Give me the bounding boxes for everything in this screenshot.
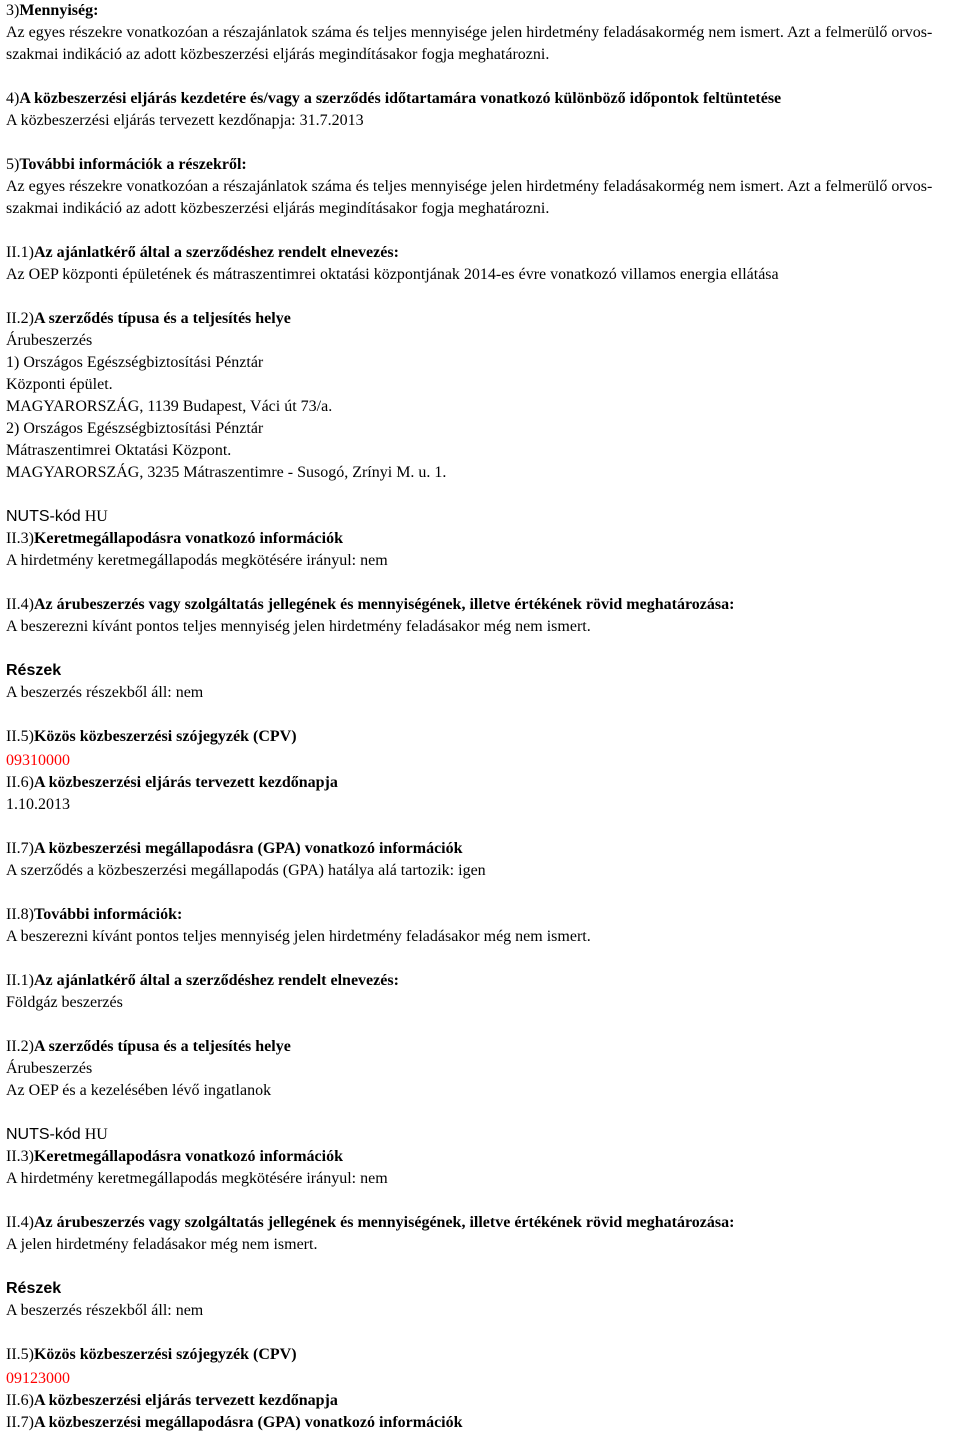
section-heading <box>6 1412 956 1434</box>
p1-gpa <box>6 838 956 882</box>
section-number: II.2) <box>6 310 34 327</box>
place-line: MAGYARORSZÁG, 3235 Mátraszentimre - Susogó, Zrínyi M. u. 1. <box>6 464 447 481</box>
section-title: Mennyiség: <box>19 2 99 19</box>
p1-lots <box>6 660 956 704</box>
section-text: Az egyes részekre vonatkozóan a részajánlatok száma és teljes mennyisége jelen hirdetmény feladásakormég nem ismert. Azt a felmerülő orvos-szakmai indikáció az adott közbeszerzési eljárás megindításakor fogja meghatározni. <box>6 24 933 63</box>
lots-text: A beszerzés részekből áll: nem <box>6 1302 204 1319</box>
section-number: II.3) <box>6 530 34 547</box>
section-quantity <box>6 0 956 66</box>
section-number: 4) <box>6 90 20 107</box>
section-number: II.4) <box>6 1214 34 1231</box>
section-number: II.5) <box>6 728 34 745</box>
p2-lots <box>6 1278 956 1322</box>
section-number: II.6) <box>6 1392 34 1409</box>
place-line: 2) Országos Egészségbiztosítási Pénztár <box>6 420 264 437</box>
section-heading <box>6 594 956 616</box>
section-heading <box>6 154 956 176</box>
section-number: II.7) <box>6 840 34 857</box>
section-title: Az árubeszerzés vagy szolgáltatás jellegének és mennyiségének, illetve értékének rövid meghatározása: <box>33 1214 735 1231</box>
section-heading <box>6 1146 956 1168</box>
section-title: A szerződés típusa és a teljesítés helye <box>33 310 291 327</box>
section-heading <box>6 838 956 860</box>
section-heading <box>6 772 956 794</box>
section-heading <box>6 0 956 22</box>
p1-short-description <box>6 594 956 638</box>
section-text: Az OEP központi épületének és mátraszentimrei oktatási központjának 2014-es évre vonatkozó villamos energia ellátása <box>6 266 779 283</box>
section-dates <box>6 88 956 132</box>
section-heading <box>6 1036 956 1058</box>
section-text: A szerződés a közbeszerzési megállapodás (GPA) hatálya alá tartozik: igen <box>6 862 486 879</box>
section-number: II.2) <box>6 1038 34 1055</box>
p1-additional-info <box>6 904 956 948</box>
section-heading <box>6 970 956 992</box>
lots-text: A beszerzés részekből áll: nem <box>6 684 204 701</box>
section-number: II.1) <box>6 244 34 261</box>
contract-type: Árubeszerzés <box>6 1060 93 1077</box>
p1-framework-info <box>6 506 956 572</box>
nuts-label: NUTS-kód <box>6 508 81 525</box>
p2-cpv-start-gpa <box>6 1344 956 1434</box>
section-heading <box>6 726 956 748</box>
section-heading <box>6 904 956 926</box>
section-title: További információk a részekről: <box>19 156 247 173</box>
p2-contract-name <box>6 970 956 1014</box>
section-heading <box>6 242 956 264</box>
section-number: II.7) <box>6 1414 34 1431</box>
p2-framework-info <box>6 1124 956 1190</box>
nuts-code <box>6 506 956 528</box>
section-text: A közbeszerzési eljárás tervezett kezdőnapja: 31.7.2013 <box>6 112 364 129</box>
section-parts-info <box>6 154 956 220</box>
section-title: A közbeszerzési megállapodásra (GPA) vonatkozó információk <box>33 1414 463 1431</box>
section-title: Az árubeszerzés vagy szolgáltatás jellegének és mennyiségének, illetve értékének rövid meghatározása: <box>33 596 735 613</box>
section-title: Keretmegállapodásra vonatkozó információk <box>33 530 343 547</box>
section-title: Az ajánlatkérő által a szerződéshez rendelt elnevezés: <box>33 244 399 261</box>
section-text: Az egyes részekre vonatkozóan a részajánlatok száma és teljes mennyisége jelen hirdetmény feladásakormég nem ismert. Azt a felmerülő orvos-szakmai indikáció az adott közbeszerzési eljárás megindításakor fogja meghatározni. <box>6 178 933 217</box>
section-heading <box>6 1212 956 1234</box>
section-title: Közös közbeszerzési szójegyzék (CPV) <box>33 1346 297 1363</box>
section-number: II.5) <box>6 1346 34 1363</box>
section-number: II.1) <box>6 972 34 989</box>
section-text: A jelen hirdetmény feladásakor még nem ismert. <box>6 1236 318 1253</box>
place-line: Mátraszentimrei Oktatási Központ. <box>6 442 232 459</box>
p1-contract-type-place <box>6 308 956 484</box>
section-text: A hirdetmény keretmegállapodás megkötésére irányul: nem <box>6 552 388 569</box>
place-line: MAGYARORSZÁG, 1139 Budapest, Váci út 73/a. <box>6 398 333 415</box>
cpv-code: 09123000 <box>6 1370 70 1387</box>
contract-type: Árubeszerzés <box>6 332 93 349</box>
p1-cpv-start <box>6 726 956 816</box>
place-line: Központi épület. <box>6 376 113 393</box>
p2-short-description <box>6 1212 956 1256</box>
lots-heading <box>6 1278 956 1300</box>
lots-heading <box>6 660 956 682</box>
section-heading <box>6 308 956 330</box>
section-heading <box>6 88 956 110</box>
section-title: Közös közbeszerzési szójegyzék (CPV) <box>33 728 297 745</box>
section-title: Az ajánlatkérő által a szerződéshez rendelt elnevezés: <box>33 972 399 989</box>
p1-contract-name <box>6 242 956 286</box>
section-title: Keretmegállapodásra vonatkozó információk <box>33 1148 343 1165</box>
nuts-value: HU <box>84 1126 108 1143</box>
section-number: II.3) <box>6 1148 34 1165</box>
section-number: II.6) <box>6 774 34 791</box>
section-title: A közbeszerzési eljárás tervezett kezdőnapja <box>33 774 338 791</box>
start-date: 1.10.2013 <box>6 796 70 813</box>
section-text: A hirdetmény keretmegállapodás megkötésére irányul: nem <box>6 1170 388 1187</box>
p2-contract-type-place <box>6 1036 956 1102</box>
section-title: A közbeszerzési eljárás kezdetére és/vagy a szerződés időtartamára vonatkozó különböző időpontok feltüntetése <box>19 90 782 107</box>
section-number: II.8) <box>6 906 34 923</box>
section-text: A beszerezni kívánt pontos teljes mennyiség jelen hirdetmény feladásakor még nem ismert. <box>6 928 591 945</box>
section-heading <box>6 528 956 550</box>
section-number: 5) <box>6 156 20 173</box>
lots-title: Részek <box>6 662 62 679</box>
section-title: A közbeszerzési megállapodásra (GPA) vonatkozó információk <box>33 840 463 857</box>
place-line: Az OEP és a kezelésében lévő ingatlanok <box>6 1082 272 1099</box>
section-title: További információk: <box>33 906 183 923</box>
nuts-code <box>6 1124 956 1146</box>
section-text: A beszerezni kívánt pontos teljes mennyiség jelen hirdetmény feladásakor még nem ismert. <box>6 618 591 635</box>
lots-title: Részek <box>6 1280 62 1297</box>
section-heading <box>6 1390 956 1412</box>
section-heading <box>6 1344 956 1366</box>
nuts-value: HU <box>84 508 108 525</box>
section-text: Földgáz beszerzés <box>6 994 123 1011</box>
section-title: A szerződés típusa és a teljesítés helye <box>33 1038 291 1055</box>
nuts-label: NUTS-kód <box>6 1126 81 1143</box>
place-line: 1) Országos Egészségbiztosítási Pénztár <box>6 354 264 371</box>
section-number: 3) <box>6 2 20 19</box>
cpv-code: 09310000 <box>6 752 70 769</box>
section-title: A közbeszerzési eljárás tervezett kezdőnapja <box>33 1392 338 1409</box>
section-number: II.4) <box>6 596 34 613</box>
